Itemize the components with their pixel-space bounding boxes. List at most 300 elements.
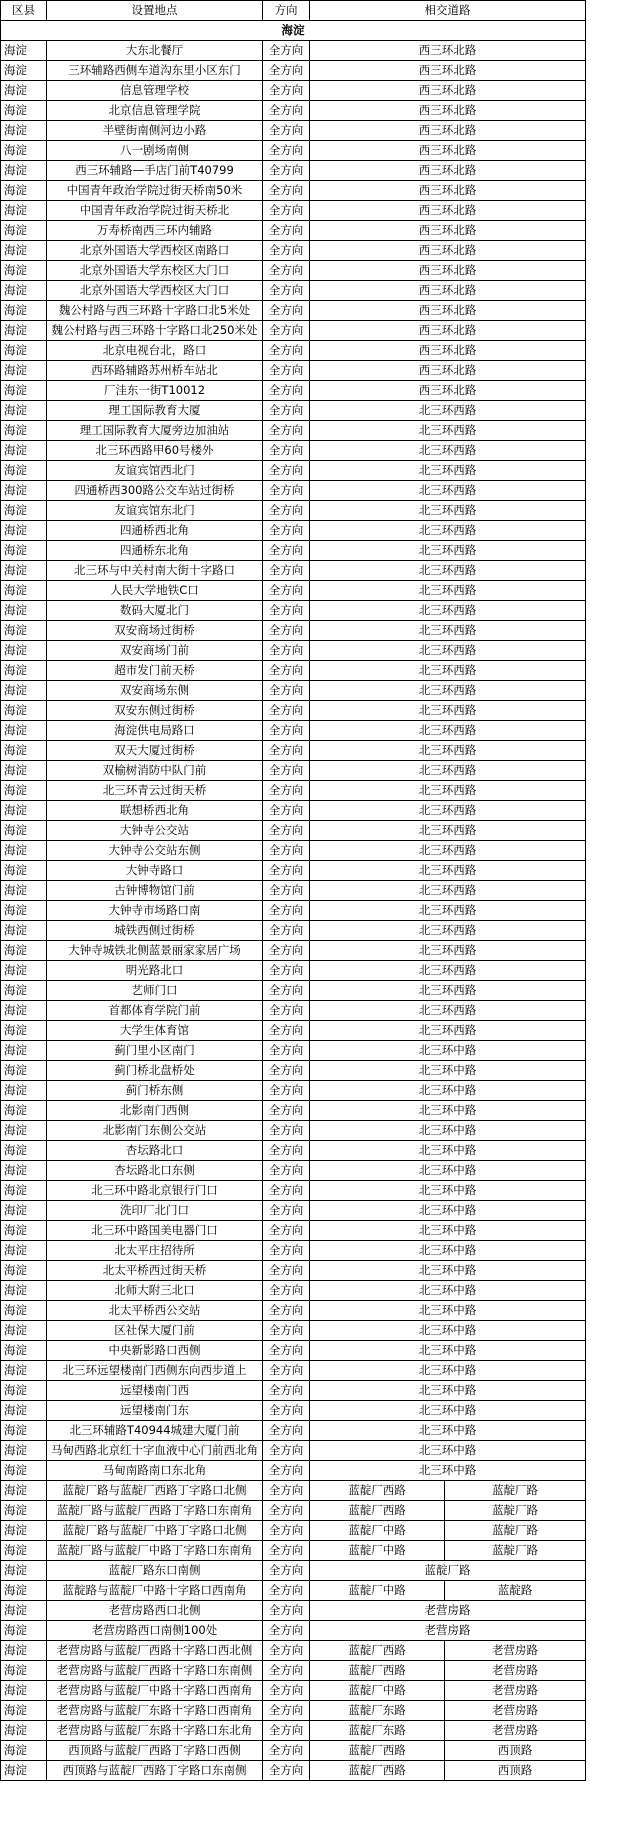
district-cell: 海淀 [1,1201,47,1221]
direction-cell: 全方向 [263,341,310,361]
district-cell: 海淀 [1,1501,47,1521]
table-row [1,1201,586,1221]
cross-road-cell: 西三环北路 [310,201,586,221]
table-row [1,1601,586,1621]
location-cell: 北师大附三北口 [47,1281,263,1301]
district-cell: 海淀 [1,1021,47,1041]
location-cell: 北三环青云过街天桥 [47,781,263,801]
cross-road-cell: 北三环中路 [310,1381,586,1401]
direction-cell: 全方向 [263,1521,310,1541]
location-cell: 西环路辅路苏州桥车站北 [47,361,263,381]
direction-cell: 全方向 [263,621,310,641]
direction-cell: 全方向 [263,161,310,181]
location-cell: 艺师门口 [47,981,263,1001]
location-cell: 古钟博物馆门前 [47,881,263,901]
direction-cell: 全方向 [263,1461,310,1481]
district-cell: 海淀 [1,1521,47,1541]
district-cell: 海淀 [1,261,47,281]
table-row [1,1481,586,1501]
location-cell: 马甸南路南口东北角 [47,1461,263,1481]
location-cell: 老营房路与蓝靛厂东路十字路口东北角 [47,1721,263,1741]
direction-cell: 全方向 [263,841,310,861]
table-row [1,1721,586,1741]
direction-cell: 全方向 [263,761,310,781]
table-row [1,521,586,541]
location-cell: 区社保大厦门前 [47,1321,263,1341]
direction-cell: 全方向 [263,1741,310,1761]
district-cell: 海淀 [1,561,47,581]
location-cell: 八一剧场南侧 [47,141,263,161]
district-cell: 海淀 [1,1661,47,1681]
location-cell: 北太平庄招待所 [47,1241,263,1261]
district-cell: 海淀 [1,241,47,261]
district-cell: 海淀 [1,1721,47,1741]
direction-cell: 全方向 [263,401,310,421]
cross-road-cell: 西三环北路 [310,301,586,321]
table-row [1,641,586,661]
cross-road-cell: 蓝靛厂西路 [310,1641,445,1661]
district-cell: 海淀 [1,1541,47,1561]
district-cell: 海淀 [1,801,47,821]
district-cell: 海淀 [1,681,47,701]
header-direction: 方向 [263,1,310,21]
table-row [1,441,586,461]
district-cell: 海淀 [1,141,47,161]
table-row [1,761,586,781]
table-row [1,321,586,341]
cross-road-cell: 蓝靛厂西路 [310,1761,445,1781]
cross-road-cell: 北三环西路 [310,741,586,761]
direction-cell: 全方向 [263,541,310,561]
district-cell: 海淀 [1,101,47,121]
table-row [1,601,586,621]
table-row [1,541,586,561]
cross-road-cell: 蓝靛厂西路 [310,1661,445,1681]
location-cell: 西顶路与蓝靛厂西路丁字路口东南侧 [47,1761,263,1781]
table-row [1,341,586,361]
table-row [1,1441,586,1461]
direction-cell: 全方向 [263,1081,310,1101]
district-cell: 海淀 [1,301,47,321]
location-cell: 大学生体育馆 [47,1021,263,1041]
district-cell: 海淀 [1,41,47,61]
header-row [1,1,586,21]
direction-cell: 全方向 [263,1381,310,1401]
direction-cell: 全方向 [263,261,310,281]
direction-cell: 全方向 [263,1161,310,1181]
cross-road-cell: 老营房路 [310,1601,586,1621]
district-cell: 海淀 [1,1281,47,1301]
location-cell: 三环辅路西侧车道沟东里小区东门 [47,61,263,81]
direction-cell: 全方向 [263,1561,310,1581]
location-cell: 魏公村路与西三环路十字路口北250米处 [47,321,263,341]
table-row [1,1161,586,1181]
location-cell: 四通桥东北角 [47,541,263,561]
cross-road-cell: 蓝靛厂中路 [310,1541,445,1561]
cross-road-cell: 蓝靛厂中路 [310,1581,445,1601]
location-cell: 老营房路西口北侧 [47,1601,263,1621]
second-cross-road-cell: 蓝靛路 [445,1581,586,1601]
direction-cell: 全方向 [263,1361,310,1381]
table-row [1,1621,586,1641]
cross-road-cell: 北三环西路 [310,821,586,841]
table-row [1,1561,586,1581]
location-cell: 中央新影路口西侧 [47,1341,263,1361]
district-cell: 海淀 [1,541,47,561]
location-cell: 蓟门里小区南门 [47,1041,263,1061]
table-row [1,421,586,441]
district-cell: 海淀 [1,1441,47,1461]
cross-road-cell: 北三环中路 [310,1321,586,1341]
location-cell: 蓝靛厂路与蓝靛厂中路丁字路口北侧 [47,1521,263,1541]
cross-road-cell: 蓝靛厂东路 [310,1721,445,1741]
district-cell: 海淀 [1,761,47,781]
direction-cell: 全方向 [263,901,310,921]
cross-road-cell: 西三环北路 [310,381,586,401]
cross-road-cell: 蓝靛厂西路 [310,1741,445,1761]
location-cell: 北京外国语大学东校区大门口 [47,261,263,281]
location-cell: 友谊宾馆西北门 [47,461,263,481]
direction-cell: 全方向 [263,121,310,141]
district-cell: 海淀 [1,1301,47,1321]
direction-cell: 全方向 [263,781,310,801]
direction-cell: 全方向 [263,1061,310,1081]
cross-road-cell: 蓝靛厂东路 [310,1701,445,1721]
location-cell: 蓝靛厂路与蓝靛厂中路丁字路口东南角 [47,1541,263,1561]
cross-road-cell: 蓝靛厂中路 [310,1521,445,1541]
cross-road-cell: 西三环北路 [310,181,586,201]
district-cell: 海淀 [1,1241,47,1261]
direction-cell: 全方向 [263,641,310,661]
table-row [1,1421,586,1441]
location-cell: 北三环远望楼南门西侧东向西步道上 [47,1361,263,1381]
district-cell: 海淀 [1,781,47,801]
district-cell: 海淀 [1,341,47,361]
district-cell: 海淀 [1,1061,47,1081]
table-row [1,281,586,301]
district-cell: 海淀 [1,1741,47,1761]
table-row [1,1061,586,1081]
location-cell: 北影南门东侧公交站 [47,1121,263,1141]
district-cell: 海淀 [1,61,47,81]
cross-road-cell: 北三环西路 [310,781,586,801]
table-row [1,1641,586,1661]
direction-cell: 全方向 [263,961,310,981]
cross-road-cell: 北三环西路 [310,841,586,861]
district-cell: 海淀 [1,441,47,461]
direction-cell: 全方向 [263,281,310,301]
direction-cell: 全方向 [263,301,310,321]
table-row [1,1581,586,1601]
cross-road-cell: 北三环西路 [310,501,586,521]
cross-road-cell: 北三环西路 [310,681,586,701]
direction-cell: 全方向 [263,1701,310,1721]
table-row [1,1361,586,1381]
direction-cell: 全方向 [263,741,310,761]
table-row [1,461,586,481]
location-cell: 北太平桥西过街天桥 [47,1261,263,1281]
direction-cell: 全方向 [263,1501,310,1521]
district-cell: 海淀 [1,361,47,381]
table-row [1,1521,586,1541]
table-row [1,1461,586,1481]
location-cell: 蓝靛路与蓝靛厂中路十字路口西南角 [47,1581,263,1601]
table-row [1,881,586,901]
cross-road-cell: 北三环西路 [310,601,586,621]
location-cell: 双安商场东侧 [47,681,263,701]
location-cell: 洗印厂北门口 [47,1201,263,1221]
table-row [1,1241,586,1261]
table-row [1,921,586,941]
cross-road-cell: 北三环西路 [310,901,586,921]
table-row [1,61,586,81]
location-cell: 信息管理学校 [47,81,263,101]
cross-road-cell: 北三环中路 [310,1201,586,1221]
cross-road-cell: 北三环中路 [310,1121,586,1141]
district-cell: 海淀 [1,641,47,661]
district-cell: 海淀 [1,81,47,101]
district-cell: 海淀 [1,701,47,721]
cross-road-cell: 北三环西路 [310,961,586,981]
cross-road-cell: 北三环西路 [310,441,586,461]
direction-cell: 全方向 [263,1301,310,1321]
district-cell: 海淀 [1,201,47,221]
cross-road-cell: 北三环中路 [310,1281,586,1301]
second-cross-road-cell: 蓝靛厂路 [445,1521,586,1541]
location-cell: 老营房路西口南侧100处 [47,1621,263,1641]
direction-cell: 全方向 [263,681,310,701]
direction-cell: 全方向 [263,221,310,241]
location-cell: 蓝靛厂路与蓝靛厂西路丁字路口北侧 [47,1481,263,1501]
location-cell: 首都体育学院门前 [47,1001,263,1021]
location-cell: 老营房路与蓝靛厂西路十字路口西北侧 [47,1641,263,1661]
cross-road-cell: 西三环北路 [310,141,586,161]
district-cell: 海淀 [1,1361,47,1381]
cross-road-cell: 北三环西路 [310,461,586,481]
second-cross-road-cell: 蓝靛厂路 [445,1481,586,1501]
district-cell: 海淀 [1,1581,47,1601]
table-row [1,241,586,261]
table-body [1,1,586,1781]
direction-cell: 全方向 [263,481,310,501]
direction-cell: 全方向 [263,801,310,821]
direction-cell: 全方向 [263,1421,310,1441]
location-cell: 理工国际教育大厦旁边加油站 [47,421,263,441]
cross-road-cell: 北三环中路 [310,1261,586,1281]
direction-cell: 全方向 [263,861,310,881]
direction-cell: 全方向 [263,1181,310,1201]
cross-road-cell: 北三环中路 [310,1441,586,1461]
direction-cell: 全方向 [263,941,310,961]
direction-cell: 全方向 [263,361,310,381]
direction-cell: 全方向 [263,521,310,541]
cross-road-cell: 西三环北路 [310,81,586,101]
location-cell: 双榆树消防中队门前 [47,761,263,781]
location-cell: 老营房路与蓝靛厂东路十字路口西南角 [47,1701,263,1721]
cross-road-cell: 北三环西路 [310,941,586,961]
table-row [1,301,586,321]
district-cell: 海淀 [1,421,47,441]
location-cell: 超市发门前天桥 [47,661,263,681]
table-row [1,141,586,161]
district-cell: 海淀 [1,1261,47,1281]
direction-cell: 全方向 [263,81,310,101]
direction-cell: 全方向 [263,1001,310,1021]
cross-road-cell: 北三环中路 [310,1361,586,1381]
table-row [1,701,586,721]
direction-cell: 全方向 [263,921,310,941]
direction-cell: 全方向 [263,461,310,481]
table-row [1,1101,586,1121]
table-row [1,1021,586,1041]
table-row [1,581,586,601]
location-cell: 大钟寺公交站东侧 [47,841,263,861]
location-cell: 北京信息管理学院 [47,101,263,121]
second-cross-road-cell: 蓝靛厂路 [445,1541,586,1561]
table-row [1,221,586,241]
direction-cell: 全方向 [263,1121,310,1141]
table-row [1,501,586,521]
cross-road-cell: 蓝靛厂路 [310,1561,586,1581]
district-cell: 海淀 [1,861,47,881]
direction-cell: 全方向 [263,61,310,81]
direction-cell: 全方向 [263,1341,310,1361]
direction-cell: 全方向 [263,1041,310,1061]
district-cell: 海淀 [1,321,47,341]
location-cell: 理工国际教育大厦 [47,401,263,421]
direction-cell: 全方向 [263,1101,310,1121]
direction-cell: 全方向 [263,381,310,401]
second-cross-road-cell: 蓝靛厂路 [445,1501,586,1521]
cross-road-cell: 北三环西路 [310,661,586,681]
location-cell: 双安商场过街桥 [47,621,263,641]
direction-cell: 全方向 [263,581,310,601]
cross-road-cell: 北三环中路 [310,1301,586,1321]
location-cell: 双天大厦过街桥 [47,741,263,761]
second-cross-road-cell: 西顶路 [445,1741,586,1761]
district-cell: 海淀 [1,481,47,501]
location-cell: 四通桥西北角 [47,521,263,541]
location-cell: 蓟门桥北盘桥处 [47,1061,263,1081]
direction-cell: 全方向 [263,661,310,681]
direction-cell: 全方向 [263,1141,310,1161]
direction-cell: 全方向 [263,1481,310,1501]
location-cell: 西三环辅路—手店门前T40799 [47,161,263,181]
location-cell: 城铁西侧过街桥 [47,921,263,941]
direction-cell: 全方向 [263,1201,310,1221]
district-cell: 海淀 [1,921,47,941]
district-cell: 海淀 [1,881,47,901]
cross-road-cell: 北三环西路 [310,481,586,501]
direction-cell: 全方向 [263,41,310,61]
cross-road-cell: 北三环西路 [310,721,586,741]
location-cell: 大钟寺市场路口南 [47,901,263,921]
location-cell: 双安东侧过街桥 [47,701,263,721]
cross-road-cell: 北三环中路 [310,1461,586,1481]
table-row [1,841,586,861]
table-row [1,621,586,641]
district-cell: 海淀 [1,941,47,961]
header-cross-road: 相交道路 [310,1,586,21]
district-cell: 海淀 [1,661,47,681]
location-cell: 蓝靛厂路与蓝靛厂西路丁字路口东南角 [47,1501,263,1521]
cross-road-cell: 西三环北路 [310,261,586,281]
second-cross-road-cell: 老营房路 [445,1721,586,1741]
direction-cell: 全方向 [263,141,310,161]
district-cell: 海淀 [1,1621,47,1641]
district-cell: 海淀 [1,1181,47,1201]
section-title: 海淀 [1,21,586,41]
table-row [1,1041,586,1061]
table-row [1,1301,586,1321]
cross-road-cell: 西三环北路 [310,321,586,341]
table-row [1,101,586,121]
table-row [1,961,586,981]
direction-cell: 全方向 [263,421,310,441]
cross-road-cell: 北三环中路 [310,1081,586,1101]
location-cell: 北京电视台北，路口 [47,341,263,361]
cross-road-cell: 北三环中路 [310,1241,586,1261]
location-cell: 大钟寺城铁北侧蓝景丽家家居广场 [47,941,263,961]
cross-road-cell: 北三环西路 [310,641,586,661]
table-row [1,1221,586,1241]
table-row [1,181,586,201]
location-cell: 数码大厦北门 [47,601,263,621]
table-row [1,381,586,401]
location-cell: 马甸西路北京红十字血液中心门前西北角 [47,1441,263,1461]
table-row [1,1001,586,1021]
table-row [1,1321,586,1341]
location-cell: 杏坛路北口 [47,1141,263,1161]
table-row [1,821,586,841]
direction-cell: 全方向 [263,1761,310,1781]
section-row [1,21,586,41]
table-row [1,661,586,681]
cross-road-cell: 西三环北路 [310,61,586,81]
district-cell: 海淀 [1,1461,47,1481]
cross-road-cell: 北三环中路 [310,1101,586,1121]
cross-road-cell: 北三环西路 [310,1021,586,1041]
district-cell: 海淀 [1,401,47,421]
second-cross-road-cell: 老营房路 [445,1661,586,1681]
direction-cell: 全方向 [263,441,310,461]
location-cell: 大钟寺公交站 [47,821,263,841]
district-cell: 海淀 [1,721,47,741]
cross-road-cell: 北三环西路 [310,921,586,941]
location-cell: 西顶路与蓝靛厂西路丁字路口西侧 [47,1741,263,1761]
cross-road-cell: 西三环北路 [310,341,586,361]
location-cell: 联想桥西北角 [47,801,263,821]
location-cell: 中国青年政治学院过街天桥北 [47,201,263,221]
cross-road-cell: 西三环北路 [310,221,586,241]
table-row [1,81,586,101]
table-row [1,1761,586,1781]
table-row [1,1681,586,1701]
location-cell: 远望楼南门东 [47,1401,263,1421]
table-row [1,261,586,281]
location-cell: 中国青年政治学院过街天桥南50米 [47,181,263,201]
location-cell: 北三环中路国美电器门口 [47,1221,263,1241]
location-cell: 人民大学地铁C口 [47,581,263,601]
direction-cell: 全方向 [263,1021,310,1041]
table-row [1,1121,586,1141]
direction-cell: 全方向 [263,601,310,621]
table-row [1,121,586,141]
district-cell: 海淀 [1,981,47,1001]
location-cell: 北三环中路北京银行门口 [47,1181,263,1201]
cross-road-cell: 北三环西路 [310,701,586,721]
table-row [1,1501,586,1521]
